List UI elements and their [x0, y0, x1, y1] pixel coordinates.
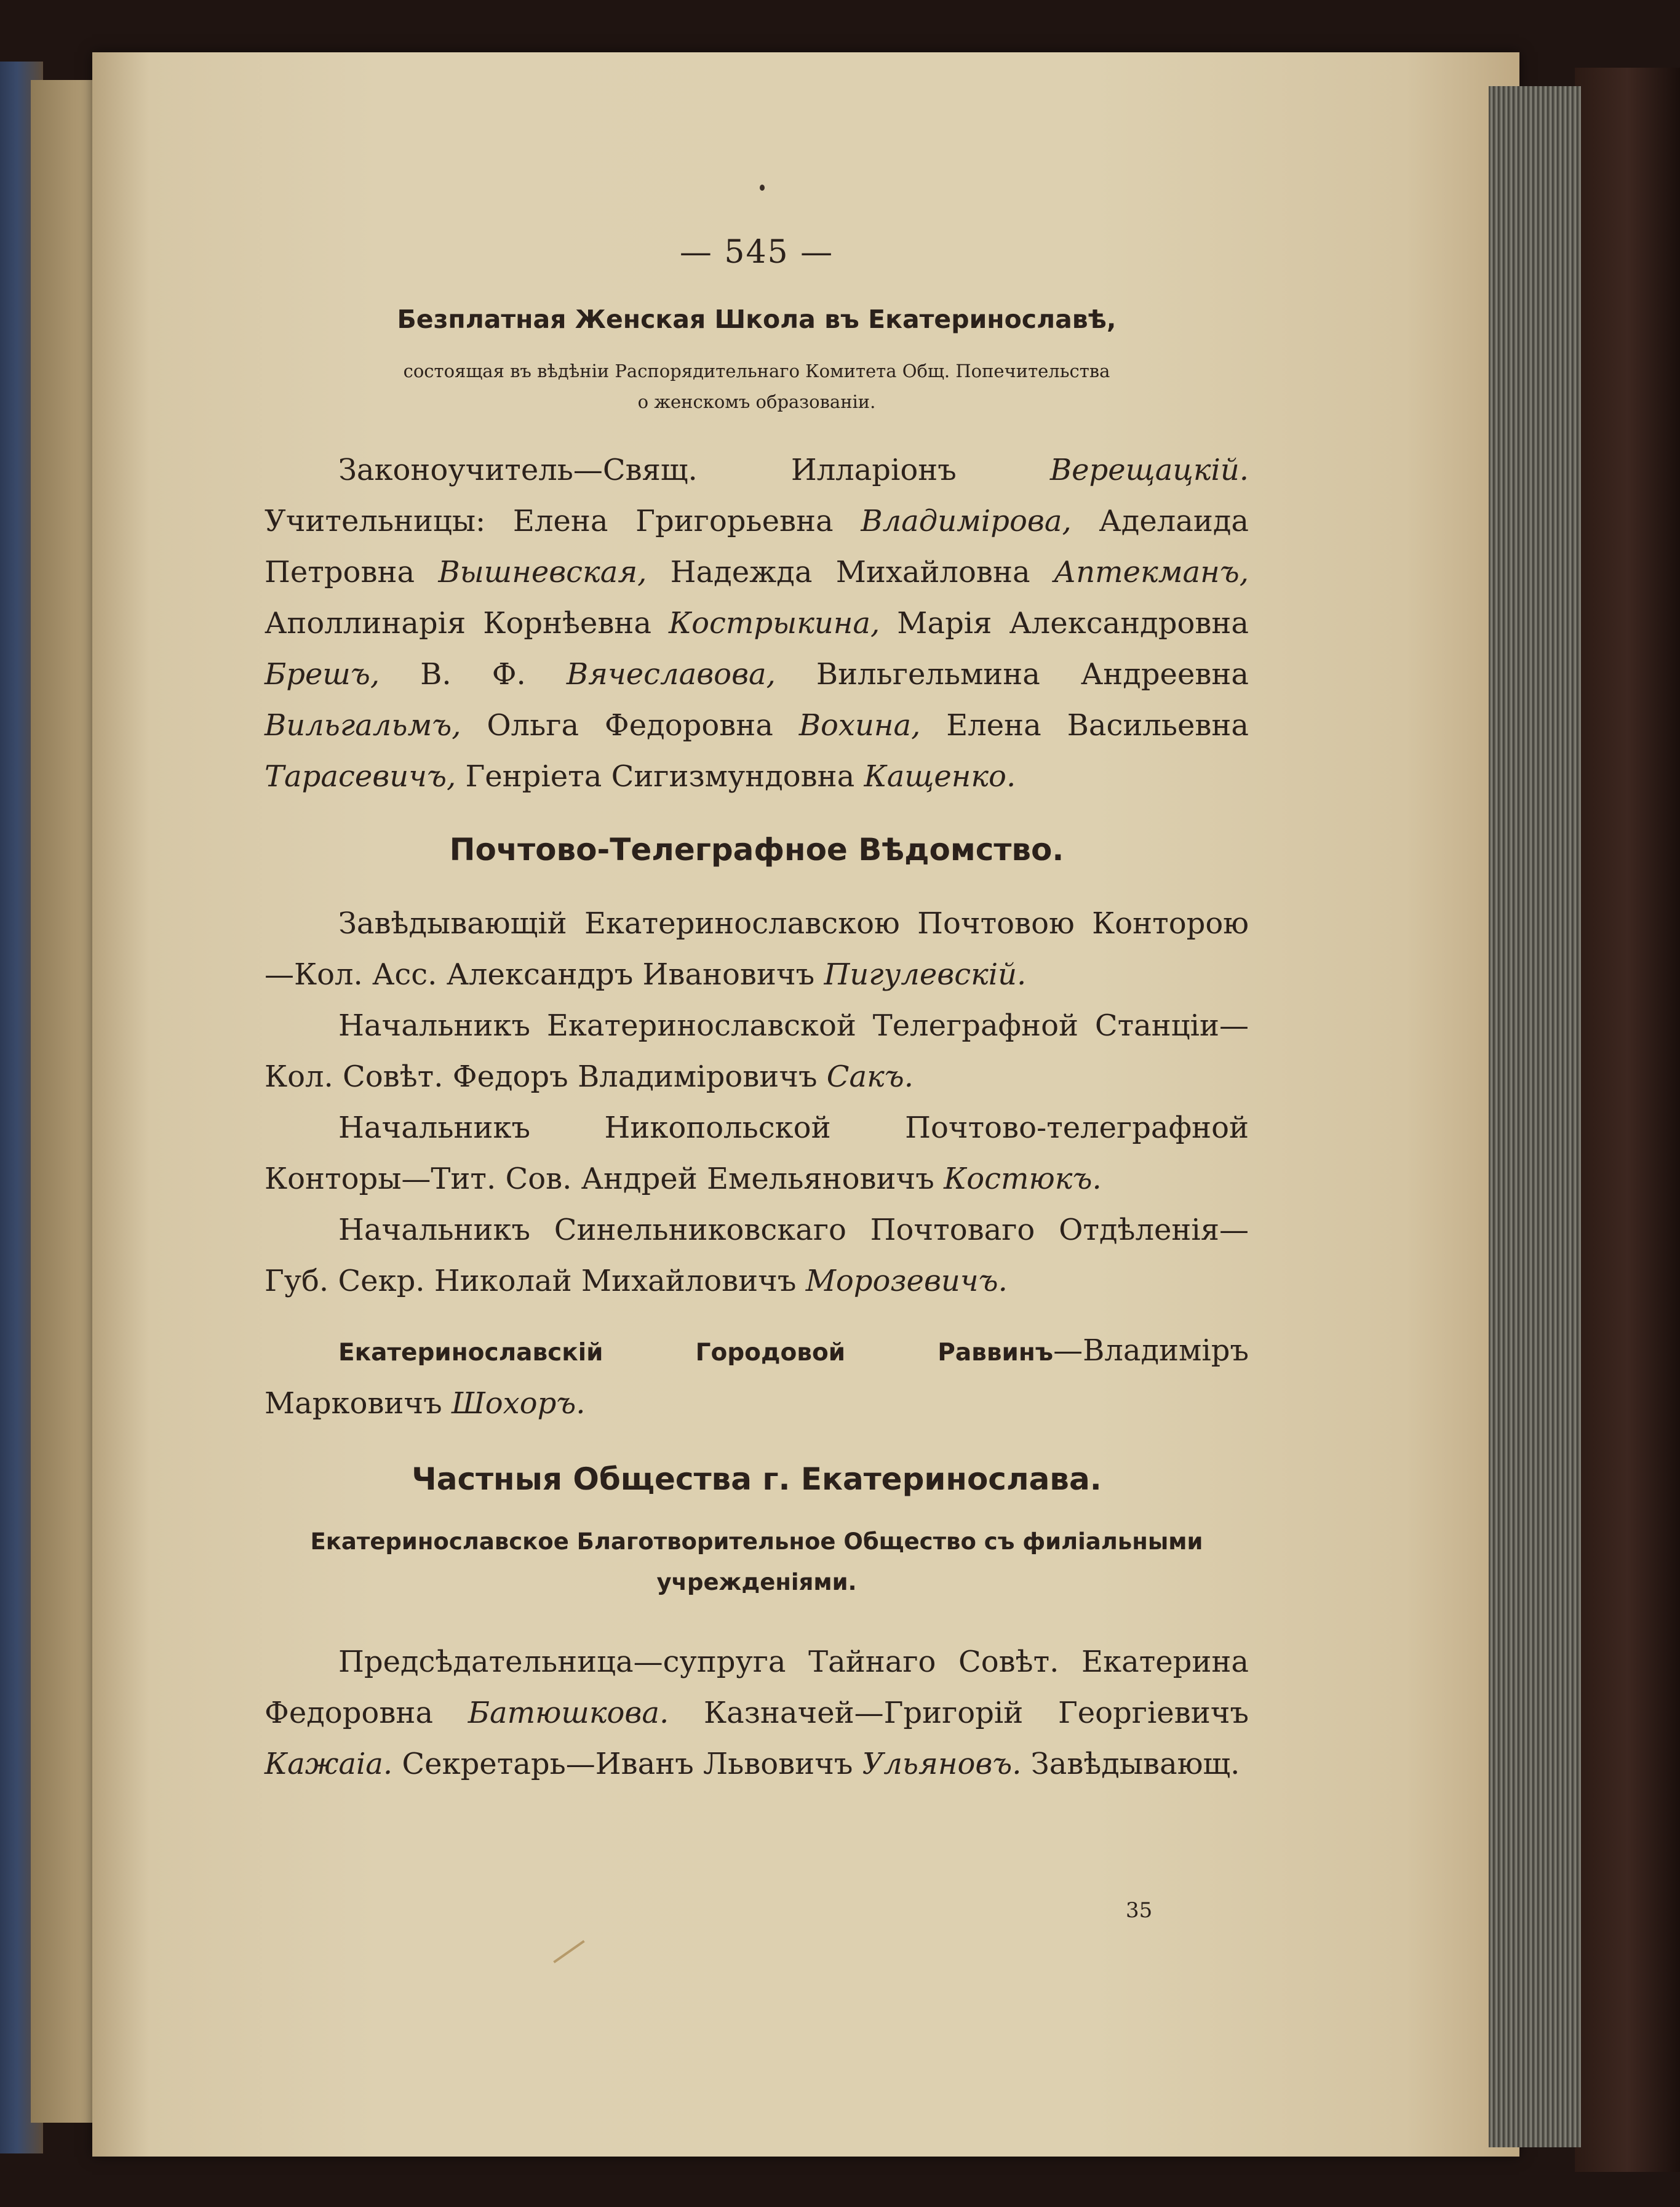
surname: Верещацкій. — [1049, 453, 1249, 487]
text-run: В. Ф. — [380, 657, 567, 692]
surname: Морозевичъ. — [805, 1264, 1008, 1298]
school-subtitle-line2: о женскомъ образованіи. — [637, 391, 876, 412]
rabbi-paragraph — [265, 1325, 1249, 1429]
school-staff-paragraph — [265, 445, 1249, 802]
school-title: Безплатная Женская Школа въ Екатеринославѣ, — [397, 305, 1117, 334]
school-subtitle-line1: состоящая въ вѣдѣніи Распорядительнаго Комитета Общ. Попечительства — [403, 361, 1110, 381]
school-subtitle — [265, 356, 1249, 417]
text-run: Начальникъ Синельниковскаго Почтоваго Отдѣленія—Губ. Секр. Николай Михайловичъ — [265, 1213, 1249, 1298]
text-run: Законоучитель—Свящ. Илларіонъ — [338, 453, 1050, 487]
text-run: Завѣдывающ. — [1021, 1747, 1240, 1781]
charity-paragraph — [265, 1637, 1249, 1790]
surname: Костюкъ. — [944, 1162, 1102, 1196]
surname: Пигулевскій. — [824, 957, 1027, 992]
rabbi-label: Екатеринославскій Городовой Раввинъ — [338, 1339, 1054, 1367]
text-run: Завѣдывающій Екатеринославскою Почтовою Конторою—Кол. Асс. Александръ Ивановичъ — [265, 906, 1249, 992]
text-run: Вильгельмина Андреевна — [775, 657, 1249, 692]
charity-society-title — [265, 1522, 1249, 1603]
text-run: Учительницы: Елена Григорьевна — [265, 504, 861, 538]
text-run: Секретарь—Иванъ Львовичъ — [392, 1747, 862, 1781]
surname: Вышневская, — [438, 555, 647, 589]
surname: Кострыкина, — [668, 606, 880, 641]
text-run: Марія Александровна — [880, 606, 1249, 641]
text-run: Ольга Федоровна — [461, 708, 799, 743]
surname: Владимірова, — [861, 504, 1072, 538]
post-paragraph-3 — [265, 1103, 1249, 1205]
charity-title-line1: Екатеринославское Благотворительное Общество съ филіальными — [310, 1528, 1203, 1555]
post-paragraph-1 — [265, 898, 1249, 1000]
surname: Шохоръ. — [451, 1386, 586, 1421]
surname: Аптекманъ, — [1053, 555, 1249, 589]
post-title: Почтово-Телеграфное Вѣдомство. — [449, 832, 1064, 868]
text-run: Казначей—Григорій Георгіевичъ — [669, 1696, 1249, 1730]
text-run: Предсѣдательница—супруга Тайнаго Совѣт. Екатерина Федоровна — [265, 1645, 1249, 1730]
text-run: Аделаида Петровна — [265, 504, 1249, 589]
text-run: Аполлинарія Корнѣевна — [265, 606, 669, 641]
surname: Сакъ. — [826, 1060, 914, 1094]
surname: Вячеславова, — [566, 657, 776, 692]
text-run: Генріета Сигизмундовна — [456, 759, 864, 794]
page-stack-edge — [1489, 86, 1581, 2147]
surname: Вильгальмъ, — [265, 708, 461, 743]
surname: Кажаіа. — [265, 1747, 393, 1781]
text-run: Надежда Михайловна — [647, 555, 1054, 589]
surname: Брешъ, — [265, 657, 380, 692]
text-run: —Владиміръ Марковичъ — [265, 1333, 1249, 1421]
signature-mark: 35 — [1126, 1898, 1153, 1923]
page-number: — 545 — — [679, 234, 834, 271]
post-paragraph-4 — [265, 1205, 1249, 1307]
surname: Кащенко. — [864, 759, 1016, 794]
surname: Батюшкова. — [468, 1696, 669, 1730]
text-run: Начальникъ Екатеринославской Телеграфной Станціи—Кол. Совѣт. Федоръ Владиміровичъ — [265, 1008, 1249, 1094]
page-text — [265, 234, 1249, 1790]
ink-dot — [760, 185, 765, 191]
surname: Ульяновъ. — [862, 1747, 1022, 1781]
text-run: Елена Васильевна — [920, 708, 1249, 743]
surname: Вохина, — [798, 708, 921, 743]
private-societies-title: Частныя Общества г. Екатеринослава. — [412, 1461, 1102, 1497]
charity-title-line2: учрежденіями. — [656, 1569, 857, 1595]
text-run: Начальникъ Никопольской Почтово-телеграфной Конторы—Тит. Сов. Андрей Емельяновичъ — [265, 1111, 1249, 1196]
book-cover-right — [1575, 68, 1680, 2172]
post-paragraph-2 — [265, 1000, 1249, 1103]
surname: Тарасевичъ, — [265, 759, 456, 794]
